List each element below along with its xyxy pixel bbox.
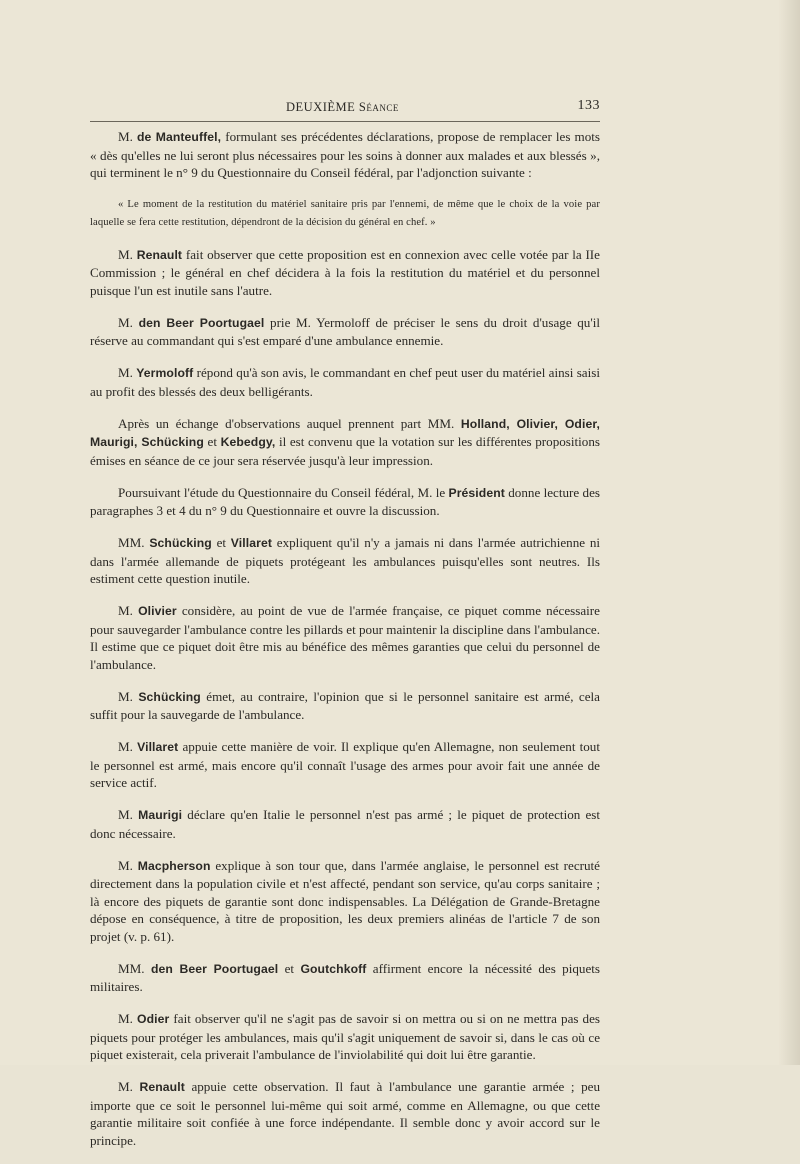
paragraph-text: « Le moment de la restitution du matériel sanitaire pris par l'ennemi, de même que le choix de la voie par laquelle se fera cette restitution, dépendront de la décision du général en chef. » [90,199,600,228]
paragraph [90,314,600,350]
speaker-name: Président [448,485,505,500]
paragraph [90,128,600,182]
paragraph-text: Après un échange d'observations auquel prennent part MM. [118,415,461,431]
header-title-word: Séance [358,100,399,114]
speaker-name: Yermoloff [136,366,194,380]
paragraph-text: et [203,434,221,449]
running-header [90,100,600,120]
paragraph-text: et [211,535,231,550]
paragraph [90,806,600,842]
paragraph-text: M. [118,1079,140,1094]
paragraph [90,738,600,792]
paragraph-text: déclare qu'en Italie le personnel n'est pas armé ; le piquet de protection est donc nécessaire. [90,807,600,841]
speaker-name: Renault [136,247,183,262]
paragraph-text: et [278,960,301,976]
paragraph-text: fait observer que cette proposition est en connexion avec celle votée par la IIe Commission ; le général en chef décidera à la fois la restitution du matériel et du personnel puisque l'un est inutile sans l'autre. [90,246,600,298]
speaker-name: de Manteuffel, [137,130,222,144]
paragraph [90,484,600,520]
paragraph-text: M. [118,603,139,618]
paragraph-text: M. [118,246,137,262]
body-text [90,128,600,1164]
paragraph [90,1078,600,1149]
paragraph-text: appuie cette manière de voir. Il explique qu'en Allemagne, non seulement tout le personnel est armé, mais encore qu'il connaît l'usage des armes pour avoir fait une année de service actif. [90,739,600,790]
speaker-name: Olivier [138,604,177,618]
paragraph-text: émet, au contraire, l'opinion que si le personnel sanitaire est armé, cela suffit pour la sauvegarde de l'ambulance. [90,688,600,722]
paragraph-text: Poursuivant l'étude du Questionnaire du Conseil fédéral, M. le [118,484,449,500]
speaker-name: Goutchkoff [300,961,367,976]
paragraph-text: MM. [118,535,150,550]
speaker-name: den Beer Poortugael [138,315,265,330]
speaker-name: Odier [137,1012,170,1026]
paragraph [90,364,600,400]
page-number: 133 [577,98,600,113]
paragraph-text: fait observer qu'il ne s'agit pas de savoir si on mettra ou si on ne mettra pas des piquets pour protéger les ambulances, mais qu'il s'agit uniquement de savoir si, dans le cas où ce piquet existerait, cela priverait l'ambulance de l'inviolabilité qui doit lui être garantie. [90,1011,600,1062]
running-header-title [286,100,399,115]
paragraph-text: M. [118,688,139,704]
speaker-name: Macpherson [137,858,211,873]
speaker-name: Renault [139,1080,185,1094]
paragraph-text: prie M. Yermoloff de préciser le sens du droit d'usage qu'il réserve au commandant qui s'est emparé d'une ambulance ennemie. [90,314,600,348]
paragraph-text: donne lecture des paragraphes 3 et 4 du n° 9 du Questionnaire et ouvre la discussion. [90,484,600,518]
speaker-name: Maurigi [138,808,183,822]
paragraph [90,602,600,673]
paragraph [90,534,600,588]
paragraph-text: M. [118,807,139,822]
paragraph-text: répond qu'à son avis, le commandant en chef peut user du matériel ainsi saisi au profit des blessés des deux belligérants. [90,365,600,399]
paragraph-text: M. [118,739,138,754]
speaker-name: den Beer Poortugael [150,961,279,976]
paragraph [90,688,600,724]
speaker-name: Kebedgy, [220,435,276,449]
paragraph-text: expliquent qu'il n'y a jamais ni dans l'armée autrichienne ni dans l'armée allemande de piquets protégeant les ambulances puisqu'elles sont neutres. Ils estiment cette question inutile. [90,535,601,586]
paragraph-text: appuie cette observation. Il faut à l'ambulance une garantie armée ; peu importe que ce soit le personnel lui-même qui soit armé, comme en Allemagne, ou que cette garantie militaire soit confiée à une force indépendante. Il semble donc y avoir accord sur le principe. [90,1079,600,1148]
paragraph-text: explique à son tour que, dans l'armée anglaise, le personnel est recruté directement dans la population civile et n'est affecté, pendant son service, qu'au corps sanitaire ; là encore des piquets de garantie sont donc indispensables. La Délégation de Grande-Bretagne dépose en conséquence, à titre de proposition, les deux premiers alinéas de l'article 7 de son projet (v. p. 61). [90,857,600,944]
paragraph-text: affirment encore la nécessité des piquets militaires. [90,960,601,994]
header-rule [90,121,600,122]
paragraph [90,246,600,300]
paragraph-text: M. [118,314,139,330]
paragraph [90,415,600,470]
speaker-name: Villaret [137,740,179,754]
paragraph [90,857,600,946]
header-title-prefix: DEUXIÈME [286,100,356,114]
paragraph-text: formulant ses précédentes déclarations, propose de remplacer les mots « dès qu'elles ne lui seront plus nécessaires pour les soins à donner aux malades et aux blessés », qui terminent le n° 9 du Questionnaire du Conseil fédéral, par l'adjonction suivante : [90,129,600,180]
speaker-name: Schücking [149,536,212,550]
speaker-name: Schücking [138,689,201,704]
paragraph [90,1010,600,1064]
paragraph-text: M. [118,129,137,144]
paragraph-text: MM. [118,960,151,976]
page-edge-shadow [778,0,800,1065]
paragraph-text: M. [118,857,138,873]
quoted-amendment [90,196,600,231]
paragraph-text: M. [118,1011,137,1026]
speaker-name: Holland, Olivier, Odier, Maurigi, Schücking [90,416,600,449]
paragraph-text: il est convenu que la votation sur les différentes propositions émises en séance de ce jour sera réservée jusqu'à leur impression. [90,434,600,468]
speaker-name: Villaret [230,536,273,550]
paragraph [90,960,600,996]
paragraph-text: considère, au point de vue de l'armée française, ce piquet comme nécessaire pour sauvegarder l'ambulance contre les pillards et pour maintenir la discipline dans l'ambulance. Il estime que ce piquet doit être mis au bénéfice des mêmes garanties que celui du personnel de l'ambulance. [90,603,600,672]
paragraph-text: M. [118,365,137,380]
